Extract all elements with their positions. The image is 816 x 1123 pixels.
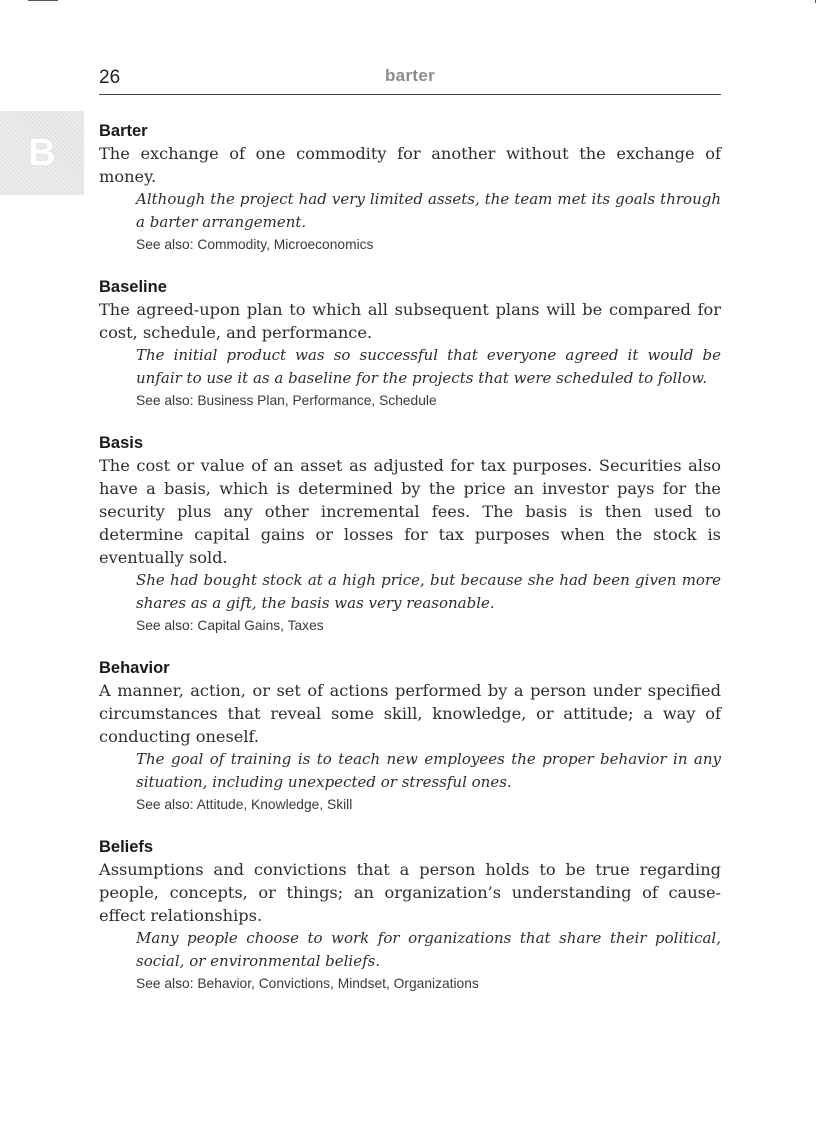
entry-see-also: See also: Commodity, Microeconomics: [136, 237, 374, 252]
entry-see-also: See also: Attitude, Knowledge, Skill: [136, 797, 353, 812]
entry-example: Although the project had very limited assets, the team met its goals through a barter arrangement.: [136, 190, 721, 231]
page-number: 26: [99, 67, 121, 88]
section-thumb-tab: [0, 111, 84, 195]
entry-definition: The exchange of one commodity for another without the exchange of money.: [99, 144, 721, 186]
glossary-entry-behavior: [99, 658, 721, 815]
glossary-entry-barter: [99, 121, 721, 255]
glossary-entry-beliefs: [99, 837, 721, 994]
entry-definition: The agreed-upon plan to which all subsequent plans will be compared for cost, schedule, and performance.: [99, 300, 721, 342]
entry-term: Basis: [99, 434, 144, 452]
entry-see-also: See also: Behavior, Convictions, Mindset, Organizations: [136, 976, 479, 991]
entry-definition: A manner, action, or set of actions performed by a person under specified circumstances that reveal some skill, knowledge, or attitude; a way of conducting oneself.: [99, 681, 721, 746]
entry-example: The initial product was so successful that everyone agreed it would be unfair to use it as a baseline for the projects that were scheduled to follow.: [136, 346, 721, 387]
entry-term: Beliefs: [99, 838, 154, 856]
entry-example: The goal of training is to teach new employees the proper behavior in any situation, including unexpected or stressful ones.: [136, 750, 721, 791]
entry-example: She had bought stock at a high price, but because she had been given more shares as a gift, the basis was very reasonable.: [136, 571, 721, 612]
entry-definition: The cost or value of an asset as adjusted for tax purposes. Securities also have a basis, which is determined by the price an investor pays for the security plus any other incremental fees. The basis is then used to determine capital gains or losses for tax purposes when the stock is eventually sold.: [99, 456, 721, 567]
crop-mark: [28, 0, 58, 1]
entry-example: Many people choose to work for organizations that share their political, social, or environmental beliefs.: [136, 929, 721, 970]
entry-definition: Assumptions and convictions that a person holds to be true regarding people, concepts, or things; an organization’s understanding of cause-effect relationships.: [99, 860, 721, 925]
glossary-entry-baseline: [99, 277, 721, 411]
entry-term: Behavior: [99, 659, 170, 677]
page-header: [99, 64, 721, 95]
entry-term: Barter: [99, 122, 148, 140]
section-letter: B: [28, 131, 56, 174]
entry-see-also: See also: Business Plan, Performance, Schedule: [136, 393, 437, 408]
entry-term: Baseline: [99, 278, 167, 296]
glossary-entry-basis: [99, 433, 721, 636]
entry-see-also: See also: Capital Gains, Taxes: [136, 618, 324, 633]
running-head: barter: [385, 66, 435, 85]
glossary-content: [99, 121, 721, 1016]
